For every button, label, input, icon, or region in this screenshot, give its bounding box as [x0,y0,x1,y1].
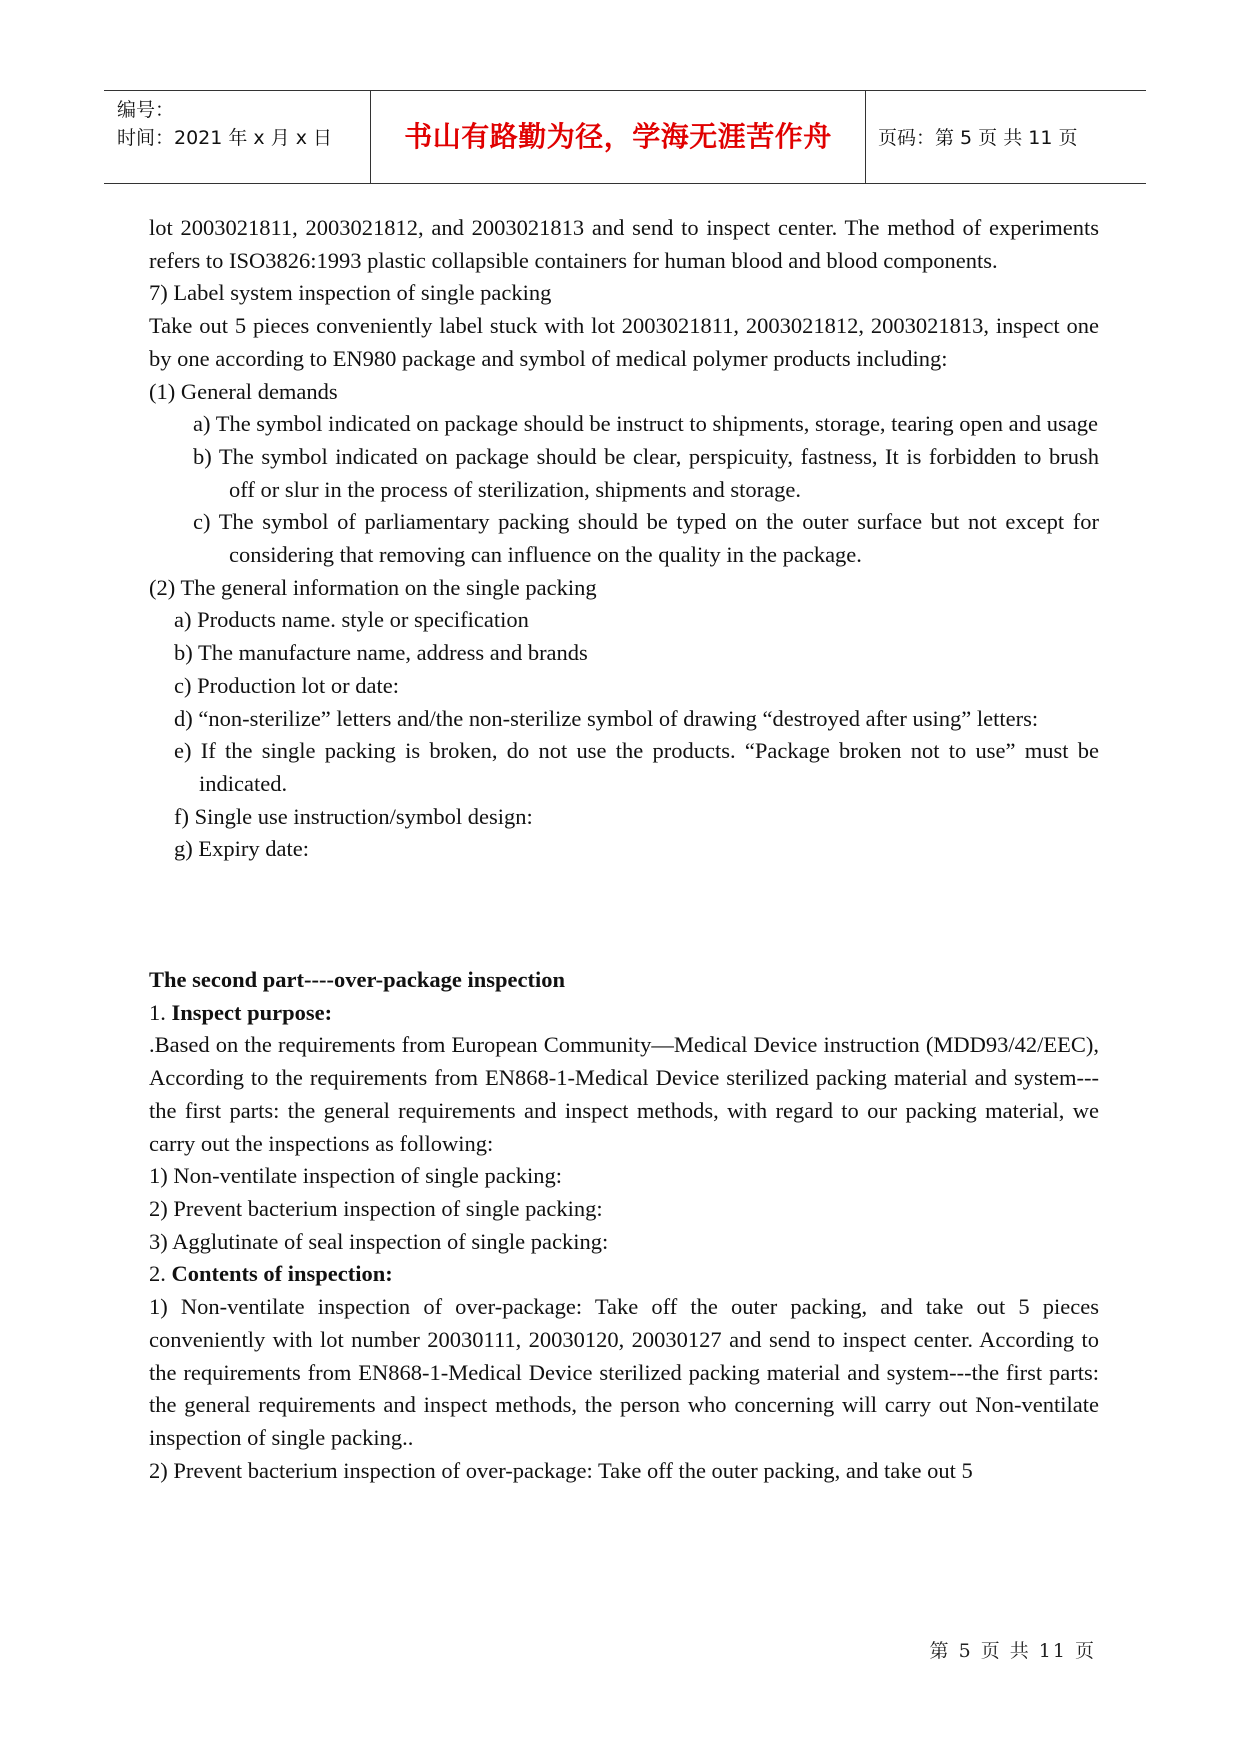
list-item: a) Products name. style or specification [174,607,529,633]
list-item: d) “non-sterilize” letters and/the non-sterilize symbol of drawing “destroyed after using” letters: [174,705,1039,731]
subsection-number: 2. [149,1261,172,1287]
list-heading: (2) The general information on the single packing [149,574,597,600]
paragraph: .Based on the requirements from European Community—Medical Device instruction (MDD93/42/EEC), According to the requirements from EN868-1-Medical Device sterilized packing material and system---the first parts: the general requirements and inspect methods, with regard to our packing material, we carry out the inspections as following: [149,1032,1099,1156]
page-footer-number: 第 5 页 共 11 页 [929,1640,1096,1662]
list-item: f) Single use instruction/symbol design: [174,803,533,829]
spacer [149,866,1099,964]
list-item: c) Production lot or date: [174,672,399,698]
document-date-label: 时间：2021 年 x 月 x 日 [117,127,333,149]
list-item: g) Expiry date: [174,836,309,862]
list-item: b) The manufacture name, address and brands [174,640,588,666]
list-item: 2) Prevent bacterium inspection of single packing: [149,1195,603,1221]
paragraph: Take out 5 pieces conveniently label stuck with lot 2003021811, 2003021812, 2003021813, inspect one by one according to EN980 package and symbol of medical polymer products including: [149,313,1099,371]
page-header [104,90,1146,184]
header-info-cell [104,91,369,183]
header-page-cell [866,91,1146,183]
header-motto: 书山有路勤为径，学海无涯苦作舟 [404,120,832,153]
list-item: b) The symbol indicated on package should be clear, perspicuity, fastness, It is forbidden to brush off or slur in the process of sterilization, shipments and storage. [193,443,1099,502]
subsection-title: Inspect purpose: [171,999,333,1025]
list-item: e) If the single packing is broken, do not use the products. “Package broken not to use” must be indicated. [174,738,1099,796]
list-item: 3) Agglutinate of seal inspection of single packing: [149,1228,609,1254]
paragraph: 2) Prevent bacterium inspection of over-package: Take off the outer packing, and take out 5 [149,1457,973,1483]
document-body [149,212,1099,1487]
header-page-number: 页码：第 5 页 共 11 页 [878,127,1078,149]
subsection-title: Contents of inspection: [171,1261,393,1287]
document-number-label: 编号： [117,99,175,121]
subsection-heading [149,1258,1099,1291]
list-item: 1) Non-ventilate inspection of single packing: [149,1163,563,1189]
paragraph: lot 2003021811, 2003021812, and 2003021813 and send to inspect center. The method of experiments refers to ISO3826:1993 plastic collapsible containers for human blood and blood components. [149,215,1099,273]
list-heading: 7) Label system inspection of single packing [149,280,552,306]
subsection-number: 1. [149,999,172,1025]
header-motto-cell [370,91,866,183]
subsection-heading [149,997,1099,1030]
section-title: The second part----over-package inspection [149,967,565,993]
list-heading: (1) General demands [149,378,338,404]
list-item: a) The symbol indicated on package should be instruct to shipments, storage, tearing open and usage [193,411,1098,437]
paragraph: 1) Non-ventilate inspection of over-package: Take off the outer packing, and take out 5 pieces conveniently with lot number 20030111, 20030120, 20030127 and send to inspect center. According to the requirements from EN868-1-Medical Device sterilized packing material and system---the first parts: the general requirements and inspect methods, the person who concerning will carry out Non-ventilate inspection of single packing.. [149,1294,1099,1450]
list-item: c) The symbol of parliamentary packing should be typed on the outer surface but not except for considering that removing can influence on the quality in the package. [193,509,1099,568]
